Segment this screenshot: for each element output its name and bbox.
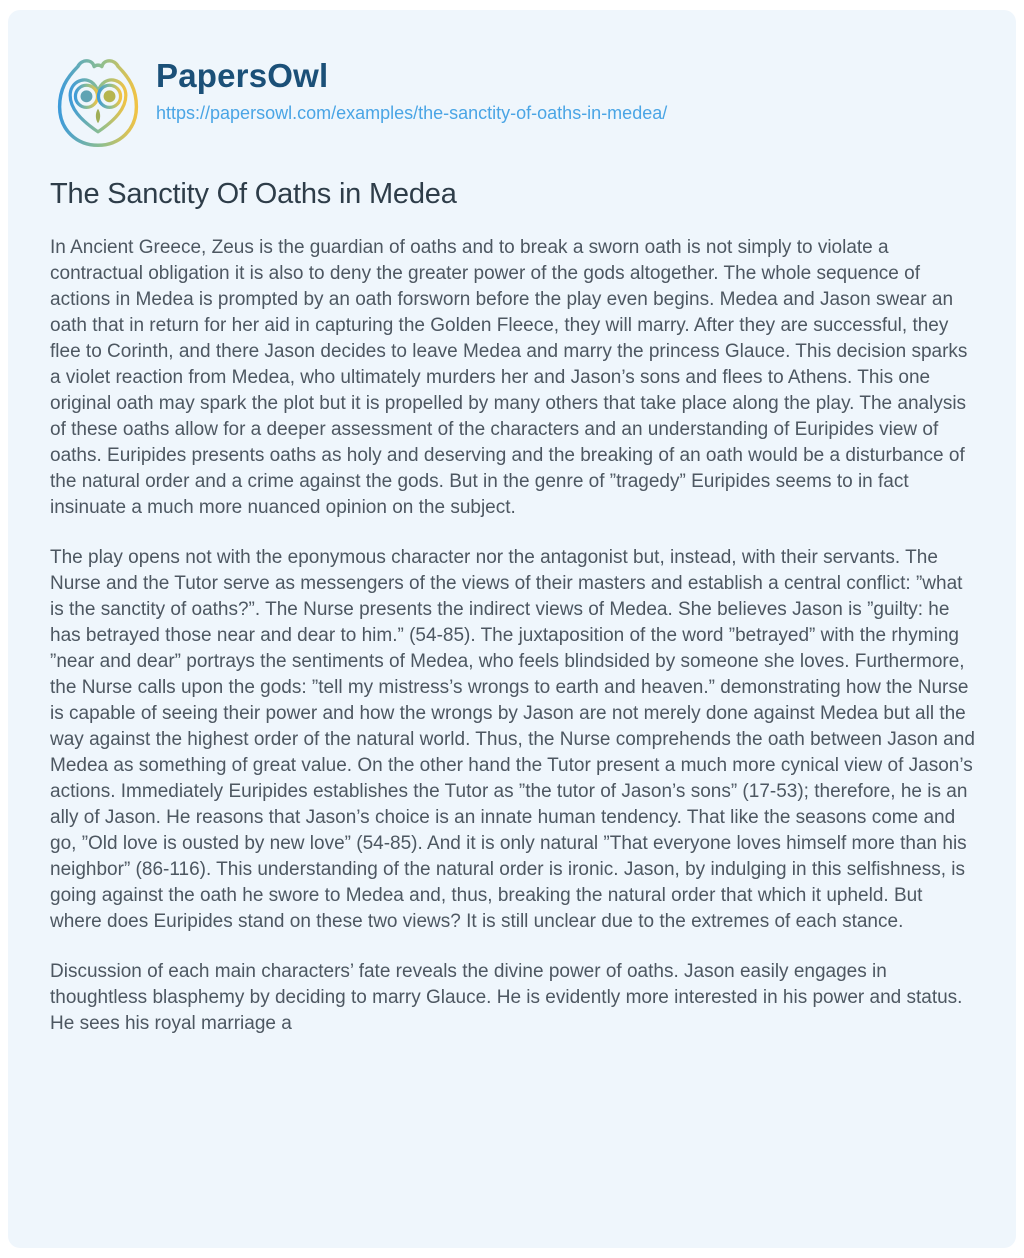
paragraph-3: Discussion of each main characters’ fate reveals the divine power of oaths. Jason easily engages in thoughtless blasphemy by deciding to marry Glauce. He is evidently more interested in his power and status. He sees his royal marriage a (50, 961, 963, 1034)
brand-name: PapersOwl (156, 57, 329, 94)
paragraph-1: In Ancient Greece, Zeus is the guardian of oaths and to break a sworn oath is not simply to violate a contractual obligation it is also to deny the greater power of the gods altogether. The whole sequence of actions in Medea is prompted by an oath forsworn before the play even begins. Medea and Jason swear an oath that in return for her aid in capturing the Golden Fleece, they will marry. After they are successful, they flee to Corinth, and there Jason decides to leave Medea and marry the princess Glauce. This decision sparks a violet reaction from Medea, who ultimately murders her and Jason’s sons and flees to Athens. This one original oath may spark the plot but it is propelled by many others that take place along the play. The analysis of these oaths allow for a deeper assessment of the characters and an understanding of Euripides view of oaths. Euripides presents oaths as holy and deserving and the breaking of an oath would be a disturbance of the natural order and a crime against the gods. But in the genre of ”tragedy” Euripides seems to in fact insinuate a much more nuanced opinion on the subject. (50, 237, 968, 518)
owl-logo-icon (50, 56, 146, 152)
page-title: The Sanctity Of Oaths in Medea (50, 178, 457, 210)
paragraph-2: The play opens not with the eponymous character nor the antagonist but, instead, with their servants. The Nurse and the Tutor serve as messengers of the views of their masters and establish a central conflict: ”what is the sanctity of oaths?”. The Nurse presents the indirect views of Medea. She believes Jason is ”guilty: he has betrayed those near and dear to him.” (54-85). The juxtaposition of the word ”betrayed” with the rhyming ”near and dear” portrays the sentiments of Medea, who feels blindsided by someone she loves. Furthermore, the Nurse calls upon the gods: ”tell my mistress’s wrongs to earth and heaven.” demonstrating how the Nurse is capable of seeing their power and how the wrongs by Jason are not merely done against Medea but all the way against the highest order of the natural world. Thus, the Nurse comprehends the oath between Jason and Medea as something of great value. On the other hand the Tutor present a much more cynical view of Jason’s actions. Immediately Euripides establishes the Tutor as ”the tutor of Jason’s sons” (17-53); therefore, he is an ally of Jason. He reasons that Jason’s choice is an innate human tendency. That like the seasons come and go, ”Old love is ousted by new love” (54-85). And it is only natural ”That everyone loves himself more than his neighbor” (86-116). This understanding of the natural order is ironic. Jason, by indulging in this selfishness, is going against the oath he swore to Medea and, thus, breaking the natural order that which it upheld. But where does Euripides stand on these two views? It is still unclear due to the extremes of each stance. (50, 547, 975, 932)
header (50, 56, 976, 152)
source-url-link[interactable]: https://papersowl.com/examples/the-sanctity-of-oaths-in-medea/ (156, 103, 668, 124)
brand-block (156, 56, 667, 124)
document-card (8, 10, 1016, 1248)
